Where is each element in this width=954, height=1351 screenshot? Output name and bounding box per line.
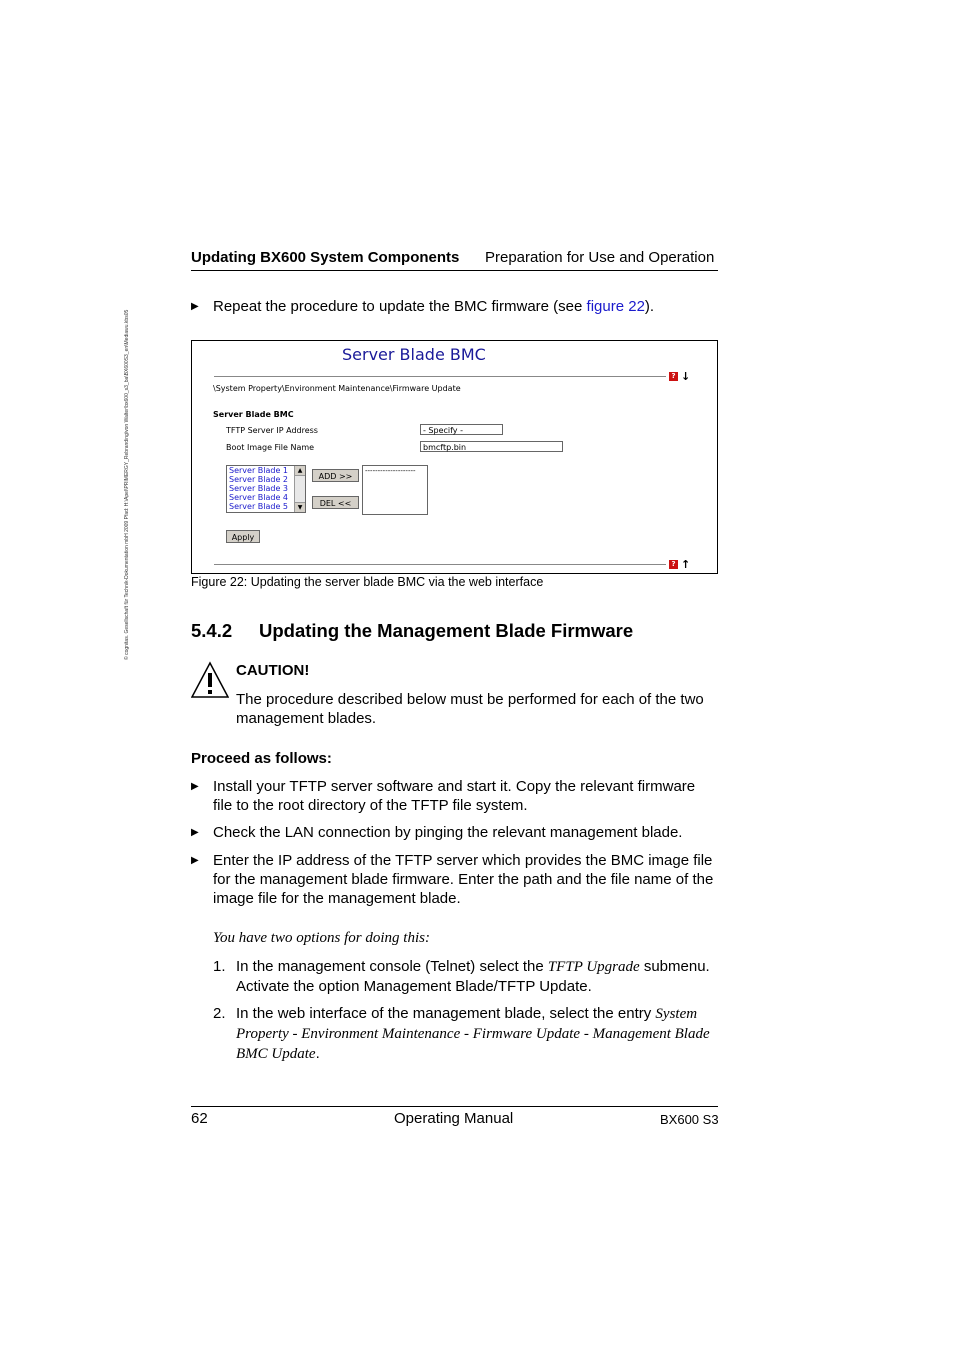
apply-button[interactable]: Apply: [226, 530, 260, 543]
list-item[interactable]: Server Blade 2: [229, 475, 289, 484]
warning-icon: [191, 661, 229, 704]
section-number: 5.4.2: [191, 620, 233, 641]
arrow-up-icon[interactable]: ↑: [681, 558, 691, 571]
bullet-marker: ▶: [191, 855, 199, 866]
blade-listbox[interactable]: [226, 465, 306, 513]
footer-product: BX600 S3: [660, 1112, 719, 1127]
bullet-marker: ▶: [191, 301, 199, 312]
option-menu-path: System Property - Environment Maintenance - Firmware Update - Management Blade BMC Update: [236, 1006, 710, 1062]
scroll-up-icon[interactable]: ▲: [295, 466, 305, 476]
listbox-scrollbar[interactable]: [294, 466, 305, 512]
option-text: In the management console (Telnet) select the: [236, 958, 548, 975]
tftp-label: TFTP Server IP Address: [226, 426, 318, 435]
breadcrumb: \System Property\Environment Maintenance\Firmware Update: [213, 384, 461, 393]
list-item[interactable]: Server Blade 1: [229, 466, 289, 475]
step-text: Install your TFTP server software and start it. Copy the relevant firmware file to the root directory of the TFTP file system.: [213, 778, 696, 814]
bottom-divider: [214, 564, 666, 565]
header-rule: [191, 270, 718, 271]
caution-text: The procedure described below must be performed for each of the two management blades.: [236, 691, 704, 727]
figure-screenshot: [191, 340, 718, 574]
help-icon[interactable]: ?: [669, 560, 678, 569]
footer-title: Operating Manual: [394, 1110, 514, 1127]
boot-image-label: Boot Image File Name: [226, 443, 315, 452]
bullet-marker: ▶: [191, 827, 199, 838]
step-text: Check the LAN connection by pinging the relevant management blade.: [213, 824, 683, 841]
option-item: [213, 1004, 718, 1064]
option-menu-name: TFTP Upgrade: [547, 959, 640, 975]
list-item: [191, 823, 718, 842]
proceed-heading: Proceed as follows:: [191, 750, 332, 767]
top-divider: [214, 376, 666, 377]
step-text: Enter the IP address of the TFTP server which provides the BMC image file for the management blade firmware. Enter the path and the file name of the image file for the management blade.: [213, 852, 714, 907]
intro-text: Repeat the procedure to update the BMC firmware (see: [213, 298, 587, 315]
arrow-down-icon[interactable]: ↓: [681, 370, 691, 383]
running-header-title: Updating BX600 System Components: [191, 249, 460, 266]
running-header-chapter: Preparation for Use and Operation: [485, 249, 715, 266]
option-number: 1.: [213, 958, 226, 975]
list-item: [191, 777, 718, 815]
list-item[interactable]: Server Blade 5: [229, 502, 289, 511]
intro-bullet: [191, 297, 718, 316]
tftp-ip-input[interactable]: - Specify -: [420, 424, 503, 435]
option-text-end: .: [315, 1045, 320, 1062]
del-button[interactable]: DEL <<: [312, 496, 359, 509]
boot-image-input[interactable]: bmcftp.bin: [420, 441, 563, 452]
list-item[interactable]: Server Blade 3: [229, 484, 289, 493]
intro-text-end: ).: [644, 298, 655, 315]
bullet-marker: ▶: [191, 781, 199, 792]
options-note: You have two options for doing this:: [213, 930, 430, 946]
footer-rule: [191, 1106, 718, 1107]
list-item: [191, 851, 718, 908]
list-item[interactable]: Server Blade 4: [229, 493, 289, 502]
add-button[interactable]: ADD >>: [312, 469, 359, 482]
selected-blades-listbox[interactable]: --------------------: [362, 465, 428, 515]
form-section-title: Server Blade BMC: [213, 410, 294, 419]
option-text: In the web interface of the management blade, select the entry: [236, 1005, 656, 1022]
scroll-down-icon[interactable]: ▼: [295, 502, 305, 512]
help-icon[interactable]: ?: [669, 372, 678, 381]
margin-path-note: © cognitas. Gesellschaft für Technik-Dokumentation mbH 2009 Pfad: H:\Apel\PRIMERGY_Rebranding\von Walter\bx600_s3_ba\BX600S3_en\Mediawu.kbs05: [124, 309, 130, 660]
option-number: 2.: [213, 1005, 226, 1022]
figure-title: Server Blade BMC: [342, 345, 486, 364]
section-title: Updating the Management Blade Firmware: [259, 620, 634, 641]
page-number: 62: [191, 1110, 208, 1127]
figure-link[interactable]: figure 22: [586, 298, 645, 315]
section-heading: [191, 620, 633, 642]
option-text-end: submenu. Activate the option Management Blade/TFTP Update.: [236, 958, 710, 995]
caution-title: CAUTION!: [236, 662, 310, 679]
option-item: [213, 957, 718, 996]
figure-caption: Figure 22: Updating the server blade BMC via the web interface: [191, 575, 544, 589]
